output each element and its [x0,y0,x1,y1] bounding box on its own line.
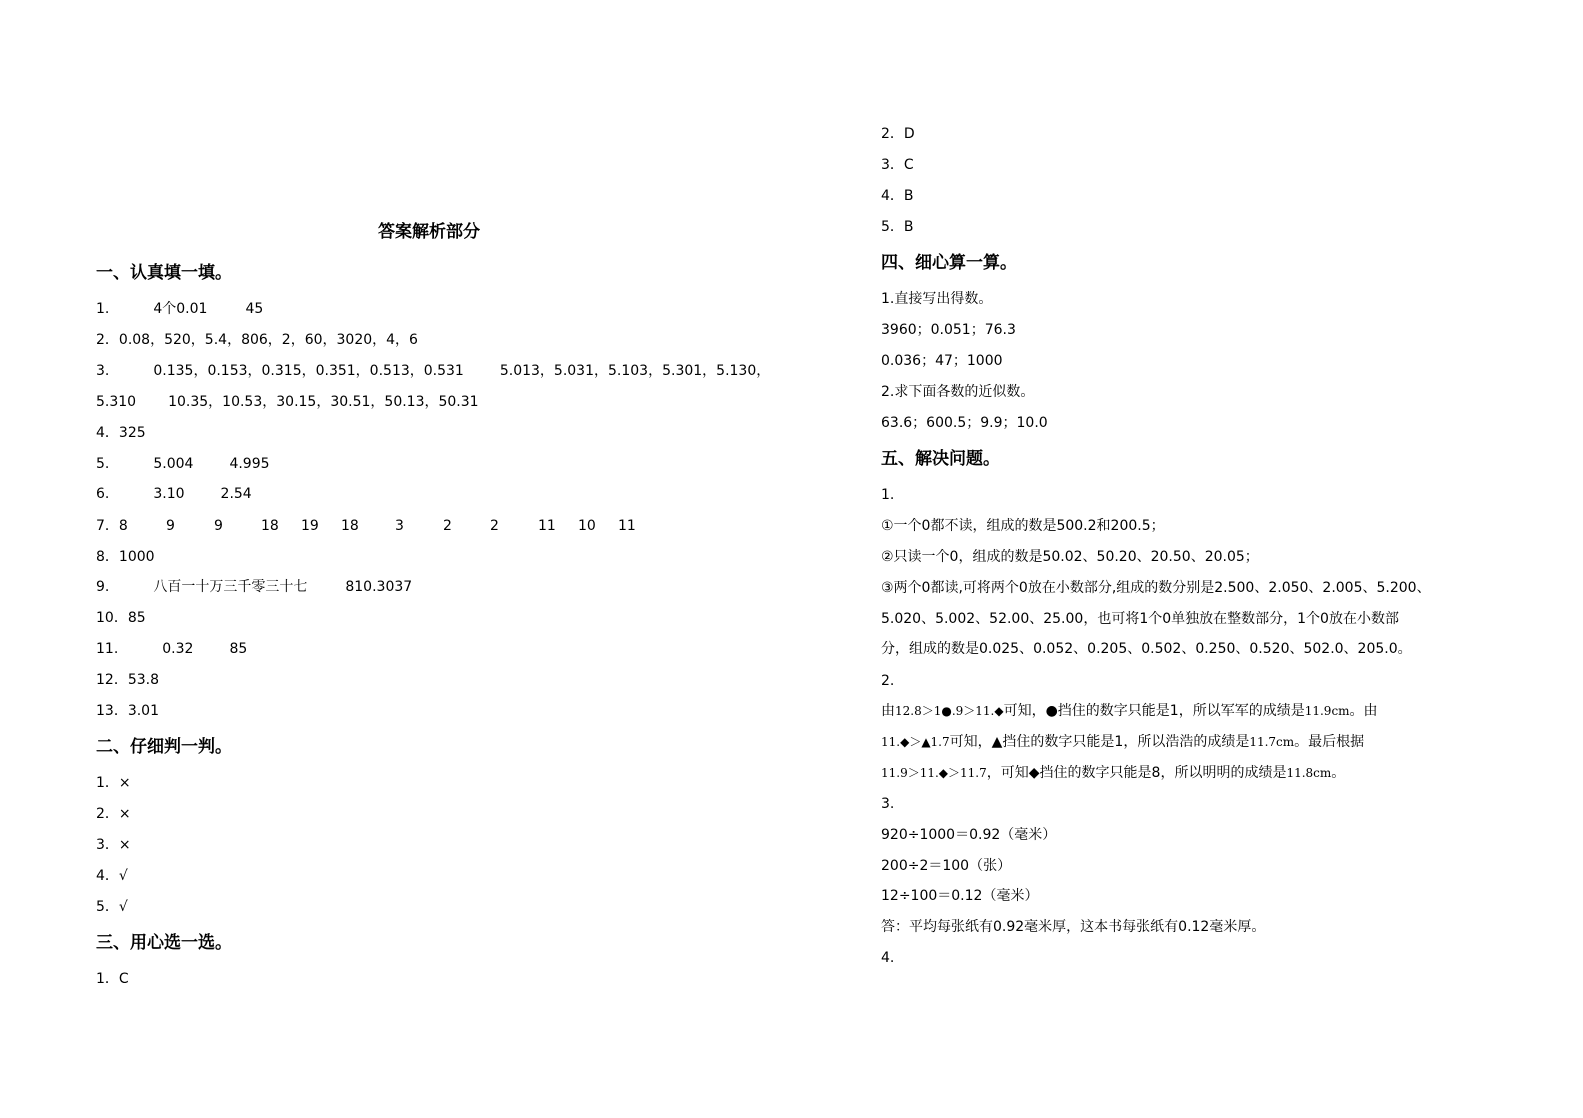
question-number: 5. [96,456,110,472]
answer-line: 12÷100＝0.12（毫米） [881,888,1039,904]
answer-text: 可知，▲挡住的数字只能是1，所以浩浩的成绩是 [949,734,1250,750]
answer-line [96,299,263,319]
answer-line: 12．53.8 [96,672,159,688]
answer-line: 3960；0.051；76.3 [881,322,1016,338]
answer-line [96,392,479,412]
answer-line: 920÷1000＝0.92（毫米） [881,827,1057,843]
answer-value: 18 [261,518,279,534]
answer-line [96,516,636,536]
answer-value: 18 [341,518,359,534]
answer-line: 13．3.01 [96,703,159,719]
section-1-heading: 一、认真填一填。 [96,263,232,283]
answer-line: 5．√ [96,899,128,915]
answer-line [881,763,1345,783]
answer-line: 4．325 [96,425,146,441]
answer-value: 5.013，5.031，5.103，5.301，5.130， [499,363,771,379]
answer-value: 10.35，10.53，30.15，30.51，50.13，50.31 [168,394,479,410]
answer-line: 1.直接写出得数。 [881,291,993,307]
answer-line: 分，组成的数是0.025、0.052、0.205、0.502、0.250、0.520、502.0、205.0。 [881,641,1412,657]
answer-value: 2 [443,518,452,534]
math-expression: 11.◆＞▲1.7 [881,735,950,749]
answer-value: 9 [166,518,175,534]
answer-line [96,361,770,381]
math-expression: 11.8cm [1286,766,1332,780]
answer-text: 。由 [1349,703,1378,719]
answer-value: 10 [578,518,596,534]
question-number: 11. [96,641,119,657]
answer-line: 63.6；600.5；9.9；10.0 [881,415,1048,431]
answer-value: 3 [395,518,404,534]
question-number: 7．8 [96,518,128,534]
answer-value: 0.135，0.153，0.315，0.351，0.513，0.531 [153,363,464,379]
answer-line [96,454,270,474]
answer-line: 2．× [96,806,131,822]
answer-line: 2．D [881,126,915,142]
answer-value: 4.995 [229,456,270,472]
answer-line: 1．× [96,775,131,791]
answer-line: ③两个0都读,可将两个0放在小数部分,组成的数分别是2.500、2.050、2.005、5.200、 [881,580,1431,596]
section-4-heading: 四、细心算一算。 [881,253,1017,273]
answer-line: 200÷2＝100（张） [881,858,1012,874]
answer-value: 45 [245,301,264,317]
answer-line: 2.求下面各数的近似数。 [881,384,1035,400]
answer-value: 4个0.01 [153,301,208,317]
answer-value: 9 [214,518,223,534]
question-number: 1. [881,487,895,503]
section-2-heading: 二、仔细判一判。 [96,737,232,757]
answer-line: ①一个0都不读，组成的数是500.2和200.5； [881,518,1165,534]
answer-line: 4．√ [96,868,128,884]
answer-value: 85 [229,641,248,657]
answer-line: 1．C [96,971,129,987]
page-title: 答案解析部分 [378,222,480,242]
answer-text: 。最后根据 [1294,734,1365,750]
section-5-heading: 五、解决问题。 [881,449,1000,469]
answer-value: 11 [618,518,636,534]
answer-line: 5.020、5.002、52.00、25.00，也可将1个0单独放在整数部分，1个0放在小数部 [881,611,1399,627]
answer-line: 8．1000 [96,549,155,565]
answer-line: 2．0.08，520，5.4，806，2，60，3020，4，6 [96,332,418,348]
answer-line [96,577,412,597]
answer-line: 答：平均每张纸有0.92毫米厚，这本书每张纸有0.12毫米厚。 [881,919,1266,935]
question-number: 2. [881,673,895,689]
answer-line: 5．B [881,219,914,235]
answer-line: 0.036；47；1000 [881,353,1003,369]
answer-text: ，可知◆挡住的数字只能是8，所以明明的成绩是 [986,765,1287,781]
question-number: 3. [881,796,895,812]
answer-line [881,701,1378,721]
question-number: 3. [96,363,110,379]
answer-line [96,639,247,659]
question-number: 6. [96,486,110,502]
section-3-heading: 三、用心选一选。 [96,933,232,953]
answer-value: 2 [490,518,499,534]
question-number: 9. [96,579,110,595]
math-expression: 12.8＞1●.9＞11.◆ [895,704,1004,718]
answer-line: 3．× [96,837,131,853]
answer-line [96,484,252,504]
answer-value: 5.004 [153,456,194,472]
answer-value: 2.54 [220,486,252,502]
math-expression: 11.9cm [1304,704,1350,718]
answer-line: 3．C [881,157,914,173]
answer-value: 11 [538,518,556,534]
answer-value: 810.3037 [345,579,413,595]
answer-value: 八百一十万三千零三十七 [153,579,308,595]
answer-line: ②只读一个0，组成的数是50.02、50.20、20.50、20.05； [881,549,1259,565]
math-expression: 11.9＞11.◆＞11.7 [881,766,987,780]
answer-text: 。 [1331,765,1346,781]
answer-line: 10．85 [96,610,146,626]
answer-value: 3.10 [153,486,185,502]
answer-value: 0.32 [162,641,194,657]
question-number: 1. [96,301,110,317]
answer-text: 由 [881,703,895,719]
question-number: 4. [881,950,895,966]
answer-value: 5.310 [96,394,137,410]
answer-value: 19 [301,518,319,534]
answer-line: 4．B [881,188,914,204]
answer-text: 可知，●挡住的数字只能是1，所以军军的成绩是 [1003,703,1305,719]
math-expression: 11.7cm [1249,735,1295,749]
answer-line [881,732,1364,752]
